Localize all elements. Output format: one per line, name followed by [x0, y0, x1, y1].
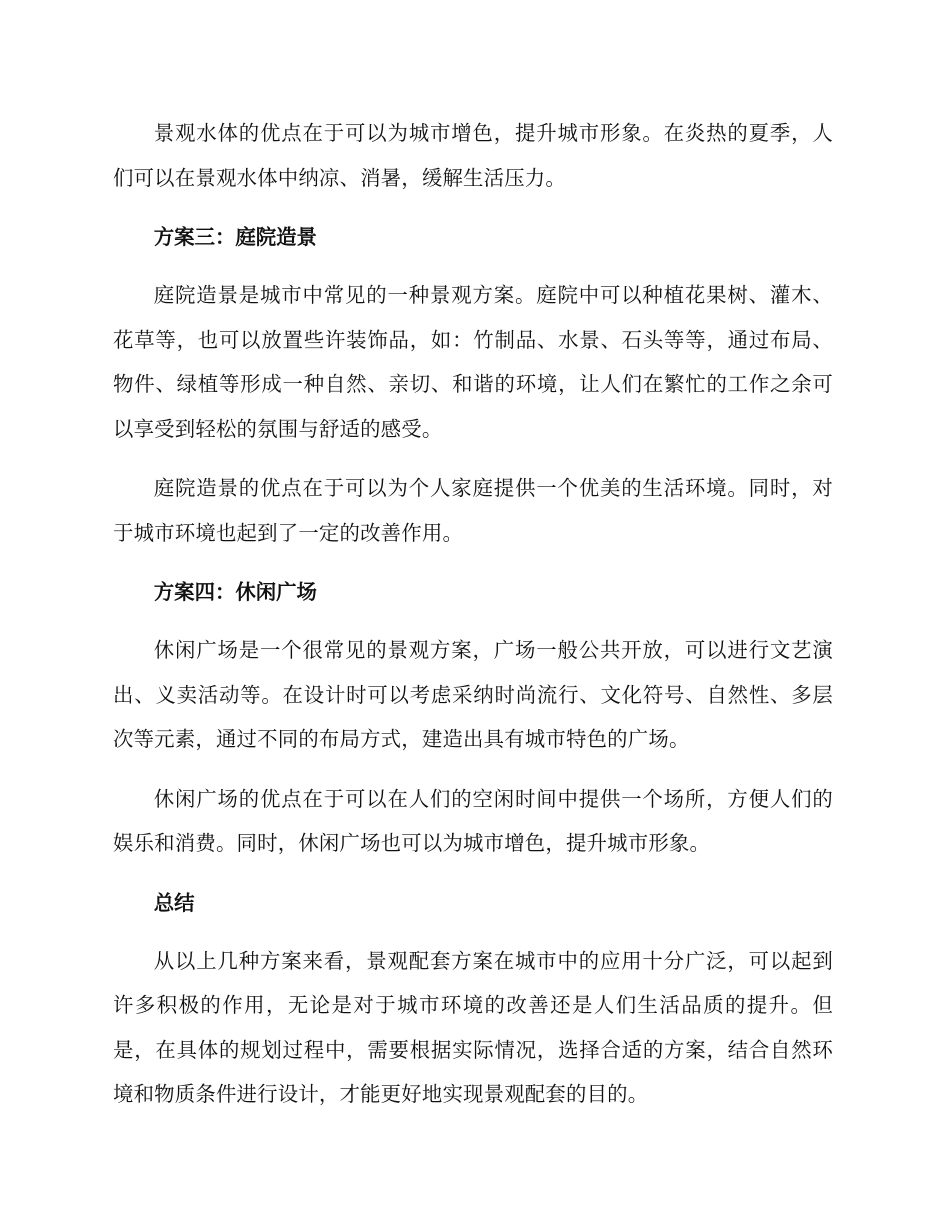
paragraph-plaza-description: 休闲广场是一个很常见的景观方案，广场一般公共开放，可以进行文艺演出、义卖活动等。在设计时可以考虑采纳时尚流行、文化符号、自然性、多层次等元素，通过不同的布局方式，建造出具有城市特色的广场。 [113, 638, 833, 751]
paragraph-courtyard-advantages: 庭院造景的优点在于可以为个人家庭提供一个优美的生活环境。同时，对于城市环境也起到了一定的改善作用。 [113, 476, 833, 545]
heading-plan-three: 方案三：庭院造景 [153, 225, 317, 249]
document-body [113, 111, 833, 1132]
paragraph-summary: 从以上几种方案来看，景观配套方案在城市中的应用十分广泛，可以起到许多积极的作用，无论是对于城市环境的改善还是人们生活品质的提升。但是，在具体的规划过程中，需要根据实际情况，选择合适的方案，结合自然环境和物质条件进行设计，才能更好地实现景观配套的目的。 [113, 948, 833, 1106]
heading-summary: 总结 [153, 890, 195, 915]
paragraph-plaza-advantages: 休闲广场的优点在于可以在人们的空闲时间中提供一个场所，方便人们的娱乐和消费。同时，休闲广场也可以为城市增色，提升城市形象。 [113, 786, 833, 855]
heading-plan-four: 方案四：休闲广场 [153, 580, 317, 604]
paragraph-water-advantages: 景观水体的优点在于可以为城市增色，提升城市形象。在炎热的夏季，人们可以在景观水体中纳凉、消暑，缓解生活压力。 [113, 121, 833, 190]
paragraph-courtyard-description: 庭院造景是城市中常见的一种景观方案。庭院中可以种植花果树、灌木、花草等，也可以放置些许装饰品，如：竹制品、水景、石头等等，通过布局、物件、绿植等形成一种自然、亲切、和谐的环境，让人们在繁忙的工作之余可以享受到轻松的氛围与舒适的感受。 [113, 283, 833, 441]
